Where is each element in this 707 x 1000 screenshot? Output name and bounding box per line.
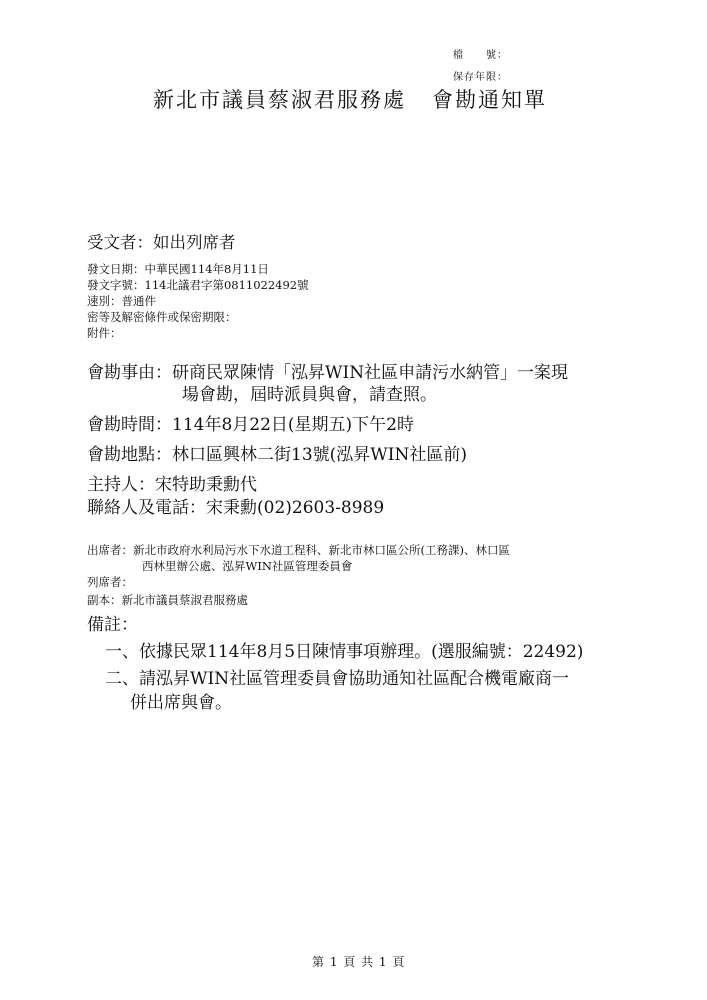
remark-item-2-line2: 併出席與會。 [130, 693, 232, 713]
copy-recipients: 副本：新北市議員蔡淑君服務處 [87, 593, 248, 607]
attendees-line2: 西林里辦公處、泓昇WIN社區管理委員會 [142, 559, 353, 573]
inspection-subject-line2: 場會勘，屆時派員與會，請查照。 [182, 385, 437, 405]
remark-item-1: 一、依據民眾114年8月5日陳情事項辦理。(選服編號：22492) [105, 642, 584, 662]
file-number-label: 檔 號： [453, 50, 508, 61]
inspection-time: 會勘時間：114年8月22日(星期五)下午2時 [87, 415, 414, 435]
document-number: 發文字號：114北議君字第0811022492號 [87, 278, 309, 292]
contact: 聯絡人及電話：宋秉勳(02)2603-8989 [87, 498, 385, 518]
remark-item-2-line1: 二、請泓昇WIN社區管理委員會協助通知社區配合機電廠商一 [105, 669, 570, 689]
attendees-line1: 出席者：新北市政府水利局污水下水道工程科、新北市林口區公所(工務課)、林口區 [87, 543, 510, 557]
retention-period-label: 保存年限： [453, 72, 508, 83]
remarks-heading: 備註： [87, 615, 138, 635]
inspection-subject-line1: 會勘事由：研商民眾陳情「泓昇WIN社區申請污水納管」一案現 [87, 363, 569, 383]
page-number: 第 1 頁 共 1 頁 [312, 955, 406, 969]
attachment: 附件： [87, 326, 122, 340]
document-org-title: 新北市議員蔡淑君服務處 [153, 88, 406, 112]
observers: 列席者： [87, 575, 133, 589]
confidentiality: 密等及解密條件或保密期限： [87, 310, 237, 324]
recipient: 受文者：如出列席者 [87, 233, 236, 252]
document-type-title: 會勘通知單 [432, 88, 547, 112]
issue-date: 發文日期：中華民國114年8月11日 [87, 262, 269, 276]
host: 主持人：宋特助秉勳代 [87, 475, 257, 495]
inspection-place: 會勘地點：林口區興林二街13號(泓昇WIN社區前) [87, 445, 467, 465]
delivery-speed: 速別：普通件 [87, 294, 156, 308]
